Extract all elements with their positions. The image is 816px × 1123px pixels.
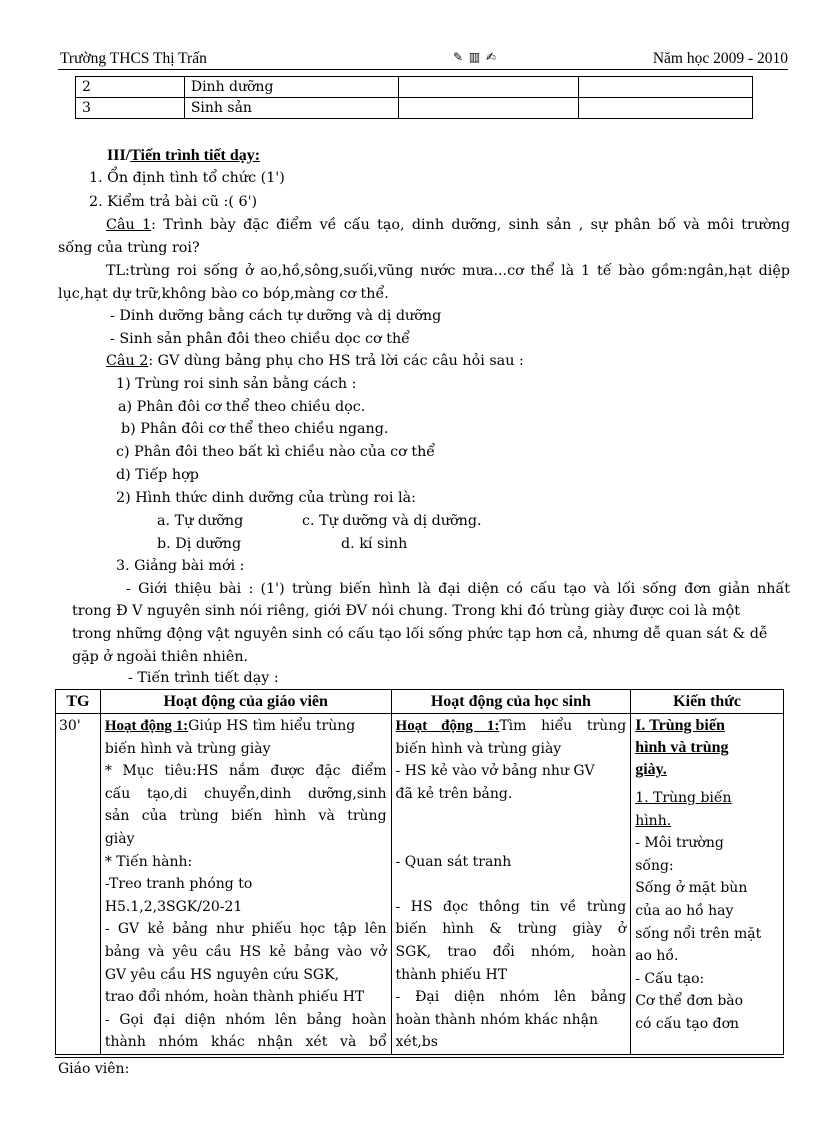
continuation-table <box>75 76 753 119</box>
table-row <box>56 714 784 1055</box>
option-item: d. kí sinh <box>341 536 408 552</box>
step-2: 2. Kiểm trả bài cũ :( 6') <box>89 194 258 210</box>
section-title: III/Tiến trình tiết dạy: <box>107 147 261 164</box>
intro-line: trong Đ V nguyên sinh nói riêng, giới ĐV nói chung. Trong khi đó trùng giày được coi là một <box>72 603 740 619</box>
question-1: Câu 1: Trình bày đặc điểm về cấu tạo, dinh dưỡng, sinh sản , sự phân bố và môi trường <box>106 217 790 233</box>
option-item: c. Tự dưỡng và dị dưỡng. <box>302 513 482 529</box>
footer-divider <box>55 1057 784 1058</box>
question-1-cont: sống của trùng roi? <box>58 240 200 256</box>
option-item: c) Phân đôi theo bất kì chiều nào của cơ thể <box>116 444 436 460</box>
row-number: 2 <box>76 77 185 98</box>
header-ornament-icon: ✎ ▥ ✍ <box>453 50 498 64</box>
answer-line: TL:trùng roi sống ở ao,hồ,sông,suối,vũng nước mưa...cơ thể là 1 tế bào gồm:ngân,hạt diệp <box>106 263 790 279</box>
answer-line: - Dinh dưỡng bằng cách tự dưỡng và dị dưỡng <box>110 308 442 324</box>
intro-line: trong những động vật nguyên sinh có cấu tạo lối sống phức tạp hơn cả, nhưng dễ quan sát & dễ <box>72 626 768 642</box>
activity-table <box>55 689 784 1055</box>
answer-line: lục,hạt dự trữ,không bào co bóp,màng cơ thể. <box>58 286 389 302</box>
step-3: 3. Giảng bài mới : <box>116 558 245 574</box>
intro-line: gặp ở ngoài thiên nhiên. <box>72 649 249 665</box>
question-item: 2) Hình thức dinh dưỡng của trùng roi là: <box>116 490 416 506</box>
column-header: Kiến thức <box>631 690 784 714</box>
footer-divider <box>55 1054 784 1055</box>
row-number: 3 <box>76 98 185 119</box>
process-label: - Tiến trình tiết dạy : <box>128 670 279 686</box>
option-item: b) Phân đôi cơ thể theo chiều ngang. <box>121 421 389 437</box>
section-title-text: Tiến trình tiết dạy: <box>130 147 261 164</box>
teacher-activity-cell: Hoạt động 1:Giúp HS tìm hiểu trùng biến hình và trùng giày * Mục tiêu:HS nắm được đặc điểm cấu tạo,di chuyển,dinh dưỡng,sinh sản của trùng biến hình và trùng giày * Tiến hành: -Treo tranh phóng to H5.1,2,3SGK/20-21 - GV kẻ bảng như phiếu học tập lên bảng và yêu cầu HS kẻ bảng vào vở GV yêu cầu HS nguyên cứu SGK, trao đổi nhóm, hoàn thành phiếu HT - Gọi đại diện nhóm lên bảng hoàn thành nhóm khác nhận xét và bổ <box>100 714 391 1055</box>
knowledge-cell: I. Trùng biến hình và trùng giày. 1. Trùng biến hình. - Môi trường sống: Sống ở mặt bùn của ao hồ hay sống nổi trên mặt ao hồ. - Cấu tạo: Cơ thể đơn bào có cấu tạo đơn <box>631 714 784 1055</box>
row-label: Dinh dưỡng <box>184 77 398 98</box>
step-1: 1. Ổn định tình tổ chức (1') <box>89 170 285 186</box>
time-cell: 30' <box>56 714 101 1055</box>
row-label: Sinh sản <box>184 98 398 119</box>
page-header <box>58 50 788 70</box>
question-2: Câu 2: GV dùng bảng phụ cho HS trả lời các câu hỏi sau : <box>106 353 524 369</box>
teacher-label: Giáo viên: <box>58 1061 130 1077</box>
school-year: Năm học 2009 - 2010 <box>652 50 788 67</box>
answer-line: - Sinh sản phân đôi theo chiều dọc cơ thể <box>110 331 410 347</box>
column-header: TG <box>56 690 101 714</box>
student-activity-cell: Hoạt động 1:Tìm hiểu trùng biến hình và trùng giày - HS kẻ vào vở bảng như GV đã kẻ trên bảng. - Quan sát tranh - HS đọc thông tin về trùng biến hình & trùng giày ở SGK, trao đổi nhóm, hoàn thành phiếu HT - Đại diện nhóm lên bảng hoàn thành nhóm khác nhận xét,bs <box>391 714 631 1055</box>
option-item: a) Phân đôi cơ thể theo chiều dọc. <box>118 399 366 415</box>
table-row <box>76 98 753 119</box>
option-item: a. Tự dưỡng <box>157 513 244 529</box>
column-header: Hoạt động của giáo viên <box>100 690 391 714</box>
intro-line: - Giới thiệu bài : (1') trùng biến hình là đại diện có cấu tạo và lối sống đơn giản nhất <box>126 581 790 597</box>
option-item: d) Tiếp hợp <box>116 467 199 483</box>
question-item: 1) Trùng roi sinh sản bằng cách : <box>116 376 357 392</box>
option-item: b. Dị dưỡng <box>157 536 242 552</box>
school-name: Trường THCS Thị Trấn <box>60 50 207 67</box>
question-2-label: Câu 2 <box>106 353 149 369</box>
question-1-label: Câu 1 <box>106 217 152 233</box>
table-row <box>76 77 753 98</box>
column-header: Hoạt động của học sinh <box>391 690 631 714</box>
table-header-row <box>56 690 784 714</box>
